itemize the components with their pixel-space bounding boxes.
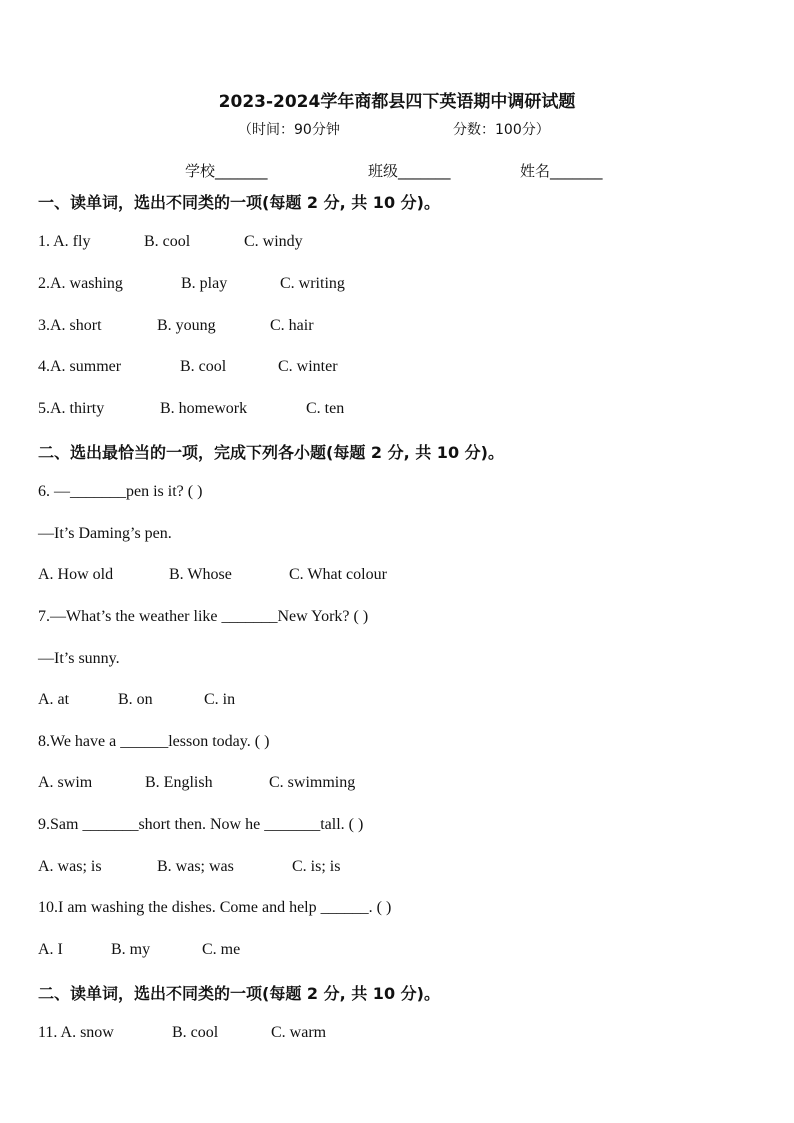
- q11-option-a: 11. A. snow: [38, 1024, 114, 1041]
- q5-option-a: 5.A. thirty: [38, 400, 105, 417]
- exam-score: 分数：100分）: [453, 122, 550, 138]
- question-7-reply: —It’s sunny.: [38, 650, 120, 667]
- q4-option-a: 4.A. summer: [38, 358, 122, 375]
- q8-option-c: C. swimming: [269, 774, 356, 791]
- q1-option-b: B. cool: [144, 233, 191, 250]
- q2-option-c: C. writing: [280, 275, 345, 292]
- section-heading-3: 二、读单词，选出不同类的一项(每题 2 分, 共 10 分)。: [38, 984, 440, 1003]
- page-title: 2023-2024学年商都县四下英语期中调研试题: [218, 92, 576, 112]
- name-field: 姓名_______: [520, 162, 603, 180]
- exam-time: （时间：90分钟: [238, 122, 340, 138]
- q6-option-a: A. How old: [38, 566, 114, 583]
- question-2: [38, 275, 345, 293]
- q8-option-a: A. swim: [38, 774, 93, 791]
- q11-option-b: B. cool: [172, 1024, 219, 1041]
- question-6-options: [38, 566, 387, 584]
- q10-option-c: C. me: [202, 941, 241, 958]
- q10-option-b: B. my: [111, 941, 151, 958]
- question-9-options: [38, 858, 340, 876]
- question-8-stem: 8.We have a ______lesson today. ( ): [38, 733, 270, 750]
- q1-option-c: C. windy: [244, 233, 303, 250]
- class-field: 班级_______: [368, 162, 451, 180]
- q9-option-a: A. was; is: [38, 858, 102, 875]
- q6-option-c: C. What colour: [289, 566, 387, 583]
- q10-option-a: A. I: [38, 941, 63, 958]
- question-6-stem: 6. —_______pen is it? ( ): [38, 483, 203, 500]
- question-7-stem: 7.—What’s the weather like _______New York? ( ): [38, 608, 369, 625]
- q7-option-c: C. in: [204, 691, 236, 708]
- q4-option-b: B. cool: [180, 358, 227, 375]
- school-field: 学校_______: [185, 162, 268, 180]
- question-3: [38, 317, 314, 335]
- question-11: [38, 1024, 326, 1042]
- question-7-options: [38, 691, 235, 709]
- question-10-options: [38, 941, 240, 959]
- q4-option-c: C. winter: [278, 358, 338, 375]
- question-8-options: [38, 774, 355, 792]
- q1-option-a: 1. A. fly: [38, 233, 91, 250]
- q2-option-a: 2.A. washing: [38, 275, 123, 292]
- q3-option-a: 3.A. short: [38, 317, 102, 334]
- q5-option-b: B. homework: [160, 400, 248, 417]
- question-4: [38, 358, 338, 376]
- section-heading-1: 一、读单词，选出不同类的一项(每题 2 分, 共 10 分)。: [38, 193, 440, 212]
- q7-option-a: A. at: [38, 691, 70, 708]
- question-6-reply: —It’s Daming’s pen.: [38, 525, 172, 542]
- q6-option-b: B. Whose: [169, 566, 232, 583]
- q8-option-b: B. English: [145, 774, 213, 791]
- question-1: [38, 233, 303, 251]
- question-10-stem: 10.I am washing the dishes. Come and help ______. ( ): [38, 899, 392, 916]
- question-5: [38, 400, 344, 418]
- q7-option-b: B. on: [118, 691, 153, 708]
- q11-option-c: C. warm: [271, 1024, 327, 1041]
- question-9-stem: 9.Sam _______short then. Now he _______tall. ( ): [38, 816, 364, 833]
- q2-option-b: B. play: [181, 275, 228, 292]
- q3-option-b: B. young: [157, 317, 216, 334]
- q5-option-c: C. ten: [306, 400, 345, 417]
- q9-option-b: B. was; was: [157, 858, 234, 875]
- q9-option-c: C. is; is: [292, 858, 341, 875]
- q3-option-c: C. hair: [270, 317, 314, 334]
- section-heading-2: 二、选出最恰当的一项，完成下列各小题(每题 2 分, 共 10 分)。: [38, 443, 504, 462]
